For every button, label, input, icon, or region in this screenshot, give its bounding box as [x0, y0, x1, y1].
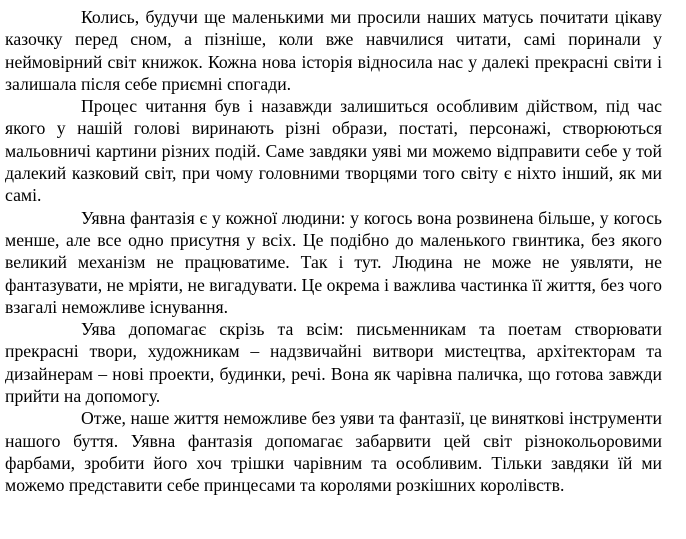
document-body	[5, 6, 662, 497]
paragraph-1: Колись, будучи ще маленькими ми просили наших матусь почитати цікаву казочку перед сном, а пізніше, коли вже навчилися читати, самі поринали у неймовірний світ книжок. Кожна нова історія відносила нас у далекі прекрасні світи і залишала після себе приємні спогади.	[5, 7, 662, 94]
paragraph-5: Отже, наше життя неможливе без уяви та фантазії, це виняткові інструменти нашого буття. Уявна фантазія допомагає забарвити цей світ різнокольоровими фарбами, зробити його хоч трішки чарівним та особливим. Тільки завдяки їй ми можемо представити себе принцесами та королями розкішних королівств.	[5, 408, 662, 496]
paragraph-3: Уявна фантазія є у кожної людини: у когось вона розвинена більше, у когось менше, але все одно присутня у всіх. Це подібно до маленького гвинтика, без якого великий механізм не працюватиме. Так і тут. Людина не може не уявляти, не фантазувати, не мріяти, не вигадувати. Це окрема і важлива частинка її життя, без чого взагалі неможливе існування.	[5, 207, 662, 317]
paragraph-4: Уява допомагає скрізь та всім: письменникам та поетам створювати прекрасні твори, художникам – надзвичайні витвори мистецтва, архітекторам та дизайнерам – нові проекти, будинки, речі. Вона як чарівна паличка, що готова завжди прийти на допомогу.	[5, 319, 662, 407]
paragraph-2: Процес читання був і назавжди залишиться особливим дійством, під час якого у нашій голові виринають різні образи, постаті, персонажі, створюються мальовничі картини різних подій. Саме завдяки уяві ми можемо відправити себе у той далекий казковий світ, при чому головними творцями того світу є ніхто інший, як ми самі.	[5, 96, 662, 206]
